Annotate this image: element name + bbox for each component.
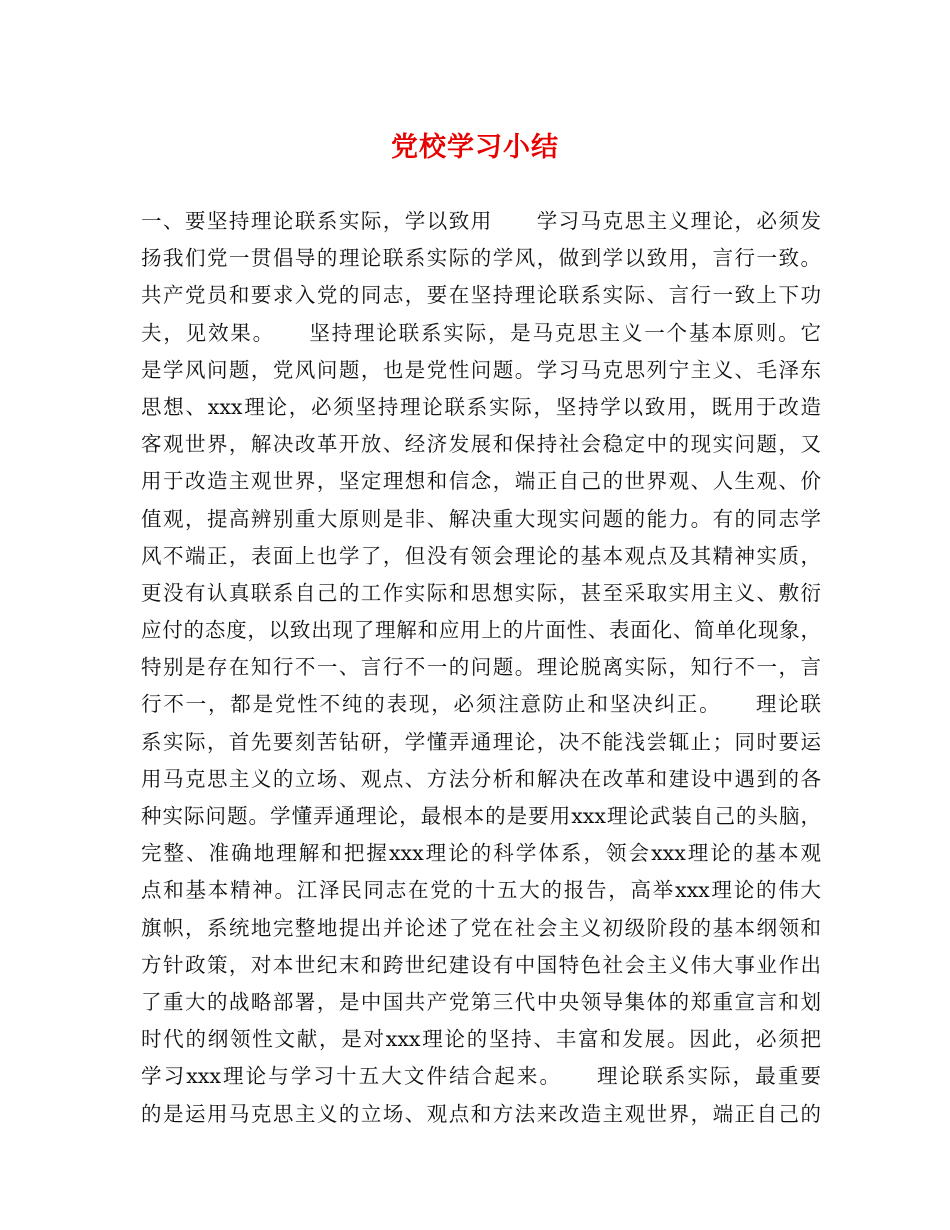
body-line-17: 种实际问题。学懂弄通理论，最根本的是要用xxx理论武装自己的头脑， — [141, 804, 821, 828]
body-line-22: 了重大的战略部署，是中国共产党第三代中央领导集体的郑重宣言和划 — [141, 989, 821, 1014]
body-line-18: 完整、准确地理解和把握xxx理论的科学体系，领会xxx理论的基本观 — [141, 841, 821, 866]
body-line-16: 用马克思主义的立场、观点、方法分析和解决在改革和建设中遇到的各 — [141, 766, 821, 791]
body-line-24: 学习xxx理论与学习十五大文件结合起来。 理论联系实际，最重要 — [141, 1064, 821, 1089]
body-line-12: 应付的态度，以致出现了理解和应用上的片面性、表面化、简单化现象， — [141, 618, 821, 643]
body-line-11: 更没有认真联系自己的工作实际和思想实际，甚至采取实用主义、敷衍 — [141, 580, 821, 605]
body-line-9: 值观，提高辨别重大原则是非、解决重大现实问题的能力。有的同志学 — [141, 506, 821, 531]
body-line-7: 客观世界，解决改革开放、经济发展和保持社会稳定中的现实问题，又 — [141, 432, 821, 457]
body-line-5: 是学风问题，党风问题，也是党性问题。学习马克思列宁主义、毛泽东 — [141, 357, 821, 382]
body-line-15: 系实际，首先要刻苦钻研，学懂弄通理论，决不能浅尝辄止；同时要运 — [141, 729, 821, 754]
body-line-6: 思想、xxx理论，必须坚持理论联系实际，坚持学以致用，既用于改造 — [141, 394, 821, 419]
body-line-25: 的是运用马克思主义的立场、观点和方法来改造主观世界，端正自己的 — [141, 1101, 821, 1126]
body-line-19: 点和基本精神。江泽民同志在党的十五大的报告，高举xxx理论的伟大 — [141, 878, 821, 903]
body-line-4: 夫，见效果。 坚持理论联系实际，是马克思主义一个基本原则。它 — [141, 320, 821, 345]
body-line-14: 行不一，都是党性不纯的表现，必须注意防止和坚决纠正。 理论联 — [141, 692, 821, 717]
body-line-1: 一、要坚持理论联系实际，学以致用 学习马克思主义理论，必须发 — [141, 209, 821, 233]
body-line-13: 特别是存在知行不一、言行不一的问题。理论脱离实际，知行不一，言 — [141, 655, 821, 680]
body-line-8: 用于改造主观世界，坚定理想和信念，端正自己的世界观、人生观、价 — [141, 469, 821, 494]
body-line-2: 扬我们党一贯倡导的理论联系实际的学风，做到学以致用，言行一致。 — [141, 246, 821, 271]
body-line-3: 共产党员和要求入党的同志，要在坚持理论联系实际、言行一致上下功 — [141, 283, 821, 308]
body-line-20: 旗帜，系统地完整地提出并论述了党在社会主义初级阶段的基本纲领和 — [141, 915, 821, 940]
document-body — [141, 203, 821, 1133]
body-line-23: 时代的纲领性文献，是对xxx理论的坚持、丰富和发展。因此，必须把 — [141, 1027, 821, 1052]
body-line-10: 风不端正，表面上也学了，但没有领会理论的基本观点及其精神实质， — [141, 543, 821, 568]
document-title: 党校学习小结 — [391, 132, 559, 163]
body-line-21: 方针政策，对本世纪末和跨世纪建设有中国特色社会主义伟大事业作出 — [141, 952, 821, 977]
